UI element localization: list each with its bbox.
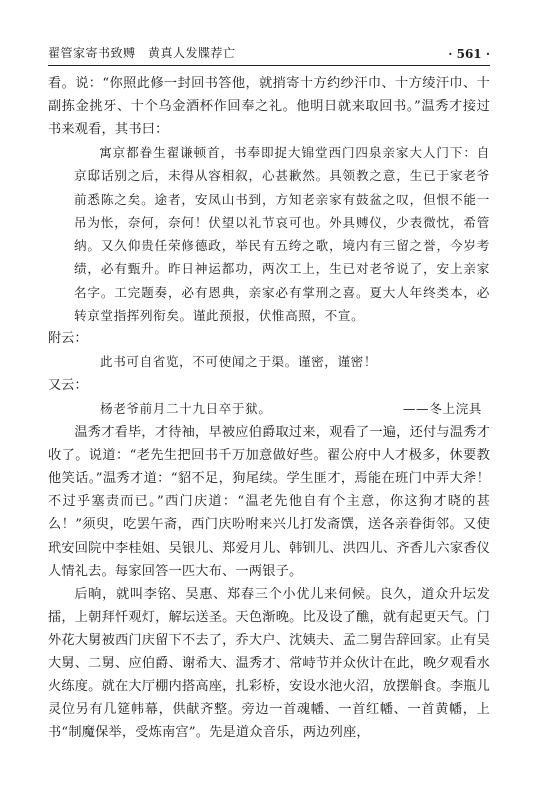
page-number: · 561 · <box>448 47 490 61</box>
youyun-text: 杨老爷前月二十九日卒于狱。 <box>100 401 272 417</box>
fuyun-text: 此书可自省览，不可使闻之于渠。谨密，谨密！ <box>100 354 378 369</box>
youyun-signature: ——冬上浣具 <box>402 401 482 417</box>
paragraph-2: 温秀才看毕，才待袖，早被应伯爵取过来，观看了一遍，还付与温秀才收了。说道：“老先生把回书千万加意做好些。翟公府中人才极多，休要教他笑话。”温秀才道：“貂不足，狗尾续。学生匪才，焉能在班门中弄大斧！不过乎塞责而已。”西门庆道：“温老先他自有个主意，你这狗才晓的甚么！”须臾，吃罢午斋，西门庆吩咐来兴儿打发斋馔，送各亲眷街邻。又使玳安回院中李桂姐、吴银儿、郑爱月儿、韩钏儿、洪四儿、齐香儿六家香仪人情礼去。每家回答一匹大布、一两银子。 <box>48 425 490 579</box>
youyun-label: 又云： <box>48 378 88 393</box>
chapter-title: 翟管家寄书致赙 黄真人发牒荐亡 <box>48 46 236 60</box>
letter-text: 寓京都眷生翟谦顿首，书奉即捉大锦堂西门四泉亲家大人门下：自京邸话别之后，未得从容相叙，心甚歉然。具领教之意，生已于家老爷前悉陈之矣。途者，安凤山书到，方知老亲家有鼓盆之叹，但恨不能一吊为怅，奈何，奈何！伏望以礼节哀可也。外具赙仪，少表微忱，希管纳。又久仰贵任荣修德政，举民有五绔之歌，境内有三留之誉，今岁考绩，必有甄升。昨日神运都功，两次工上，生已对老爷说了，安上亲家名字。工完题奏，必有恩典，亲家必有掌刑之喜。夏大人年终类本，必转京堂指挥列衔矣。谨此预报，伏惟高照，不宣。 <box>74 145 490 323</box>
page-body <box>48 72 490 744</box>
running-header <box>48 44 490 66</box>
fuyun-label: 附云： <box>48 330 88 346</box>
paragraph-1: 看。说：“你照此修一封回书答他，就捎寄十方约纱汗巾、十方绫汗巾、十副拣金挑牙、十个乌金酒杯作回奉之礼。他明日就来取回书。”温秀才接过书来观看，其书曰： <box>48 76 490 138</box>
letter-block <box>48 141 490 327</box>
paragraph-3: 后晌，就叫李铭、吴惠、郑春三个小优儿来伺候。良久，道众升坛发擂，上朝拜忏观灯，解坛送圣。天色渐晚。比及设了醮，就有起更天气。门外花大舅被西门庆留下不去了，乔大户、沈姨夫、孟二舅告辞回家。止有吴大舅、二舅、应伯爵、谢希大、温秀才、常峙节并众伙计在此，晚夕观看水火练度。就在大厅棚内搭高座，扎彩桥，安设水池火沼，放摆斛食。李瓶儿灵位另有几筵帏幕，供献齐整。旁边一首魂幡、一首红幡、一首黄幡，上书“制魔保举，受炼南宫”。先是道众音乐，两边列座， <box>48 586 490 741</box>
youyun-row <box>48 397 490 421</box>
